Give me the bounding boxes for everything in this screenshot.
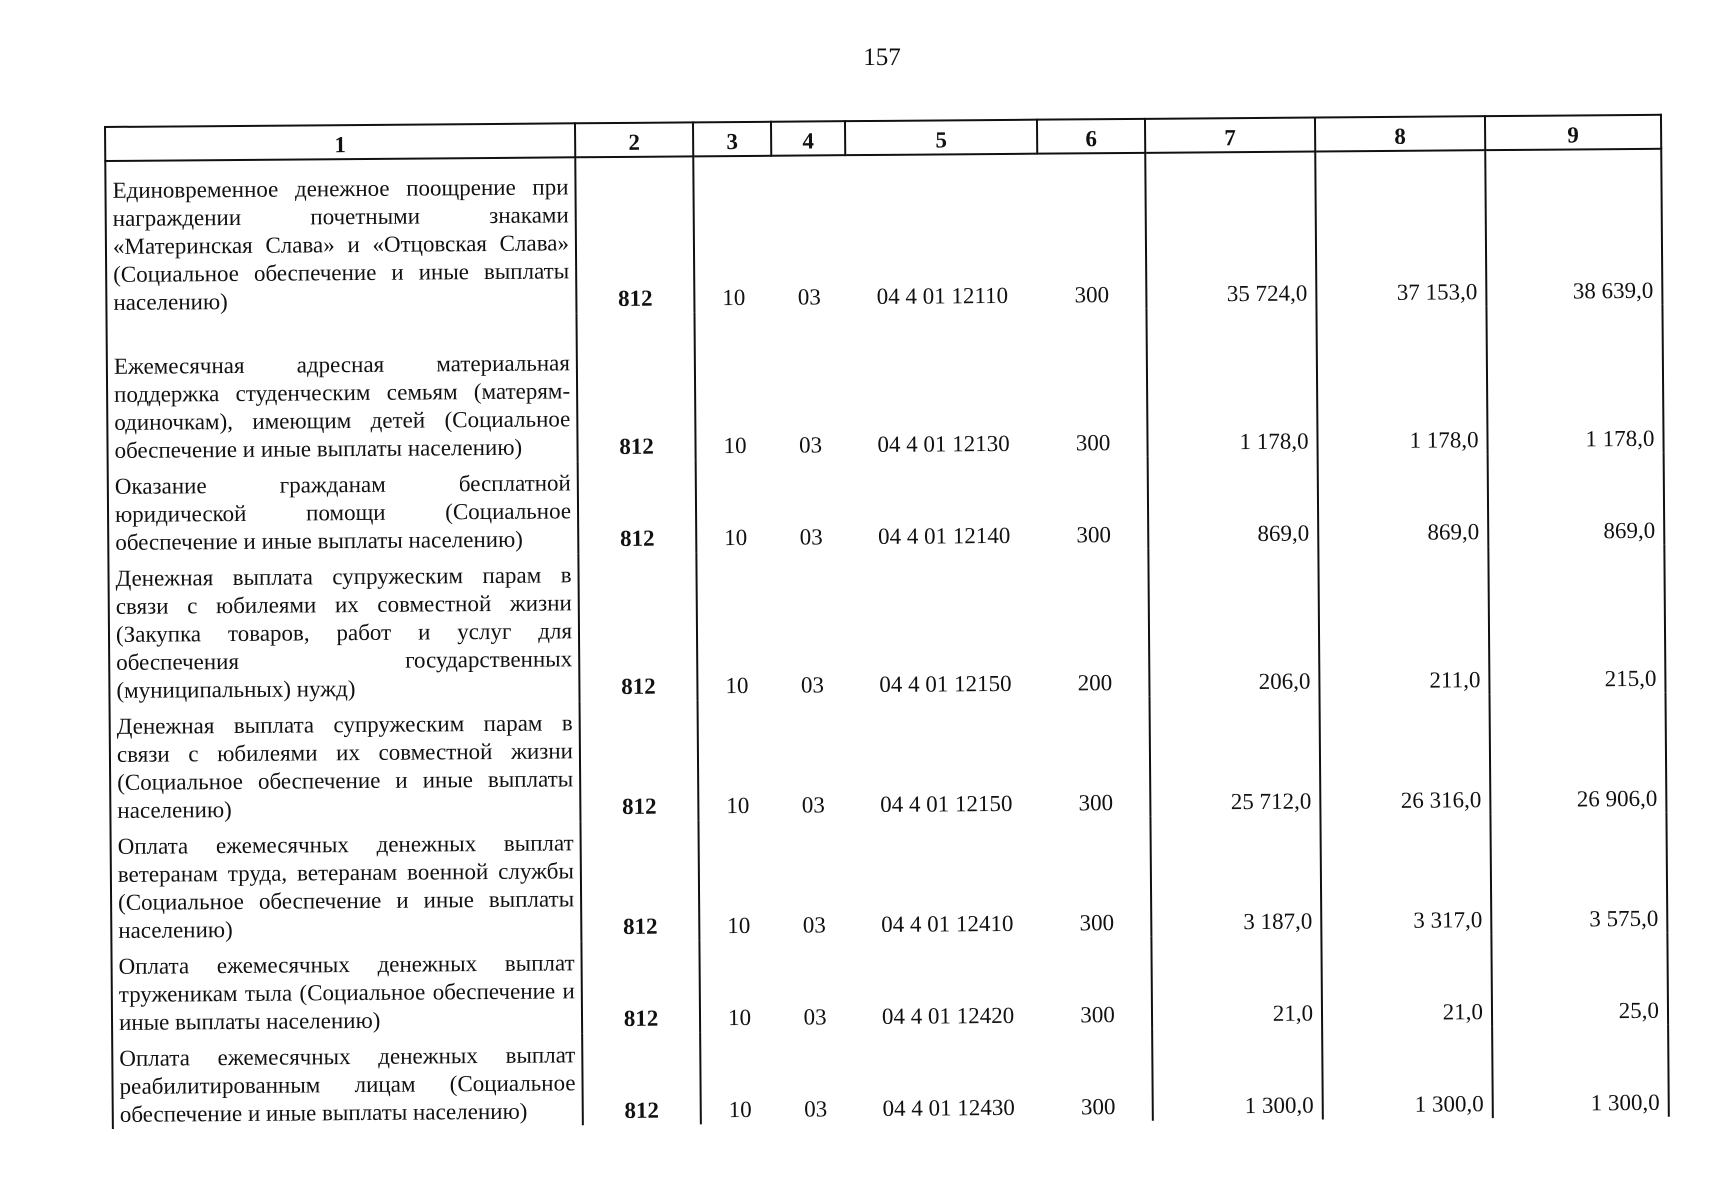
target-code: 04 4 01 12150 [879, 670, 1012, 697]
subsection-code: 03 [800, 672, 825, 698]
amount-year3: 215,0 [1488, 545, 1665, 694]
target-code: 04 4 01 12420 [881, 1002, 1015, 1029]
admin-code: 812 [578, 460, 697, 553]
column-header: 4 [771, 121, 845, 156]
page-number: 157 [863, 44, 901, 71]
section-code: 10 [698, 820, 777, 941]
expense-type-code: 200 [1077, 670, 1113, 696]
column-header: 1 [105, 123, 575, 161]
admin-code: 812 [581, 940, 700, 1033]
admin-code: 812 [580, 820, 699, 941]
amount-year2: 1 178,0 [1316, 306, 1487, 455]
budget-table [104, 114, 1670, 1129]
target-code: 04 4 01 12430 [882, 1094, 1015, 1121]
subsection-code: 03 [798, 432, 823, 458]
amount-year3: 1 300,0 [1492, 1025, 1669, 1118]
amount-year2: 21,0 [1321, 934, 1492, 1027]
subsection-code: 03 [801, 792, 825, 818]
amount-year1: 1 300,0 [1152, 1027, 1323, 1120]
amount-year1: 35 724,0 [1145, 151, 1316, 308]
amount-year3: 1 178,0 [1486, 305, 1663, 454]
row-description: Оплата ежемесячных денежных выплат труженикам тыла (Социальное обеспечение и иные выплаты населению) [111, 941, 582, 1037]
table-row [111, 933, 1668, 1037]
amount-year2: 1 300,0 [1322, 1026, 1493, 1119]
row-description: Ежемесячная адресная материальная поддержка студенческим семьям (матерям-одиночкам), имеющим детей (Социальное обеспечение и иные выплаты населению) [107, 313, 578, 465]
column-header: 5 [845, 120, 1037, 156]
expense-type-code: 300 [1080, 1094, 1116, 1120]
expense-type-code: 300 [1076, 522, 1112, 548]
target-code: 04 4 01 12150 [880, 790, 1013, 817]
amount-year1: 21,0 [1151, 935, 1322, 1028]
admin-code: 812 [580, 700, 699, 821]
section-code: 10 [698, 700, 777, 821]
row-description: Денежная выплата супружеским парам в связи с юбилеями их совместной жизни (Социальное обеспечение и иные выплаты населению) [110, 701, 581, 825]
amount-year2: 869,0 [1318, 454, 1489, 547]
column-header: 6 [1037, 119, 1145, 154]
column-header: 8 [1315, 116, 1485, 151]
amount-year3: 25,0 [1491, 933, 1668, 1026]
section-code: 10 [694, 312, 773, 461]
target-code: 04 4 01 12130 [877, 430, 1010, 457]
expense-type-code: 300 [1080, 1002, 1115, 1028]
amount-year1: 869,0 [1148, 455, 1319, 548]
column-header: 9 [1485, 115, 1661, 150]
table-row [110, 813, 1667, 945]
expense-type-code: 300 [1074, 282, 1110, 308]
section-code: 10 [696, 460, 775, 553]
amount-year2: 37 153,0 [1315, 150, 1486, 307]
amount-year1: 3 187,0 [1150, 815, 1321, 936]
section-code: 10 [693, 156, 772, 313]
admin-code: 812 [582, 1032, 701, 1125]
amount-year2: 26 316,0 [1320, 694, 1491, 815]
amount-year1: 206,0 [1148, 547, 1319, 696]
amount-year2: 211,0 [1318, 546, 1489, 695]
admin-code: 812 [578, 552, 697, 701]
subsection-code: 03 [804, 1096, 828, 1122]
table-row [108, 545, 1665, 705]
amount-year2: 3 317,0 [1320, 814, 1491, 935]
section-code: 10 [699, 940, 778, 1033]
amount-year3: 26 906,0 [1490, 693, 1667, 814]
target-code: 04 4 01 12140 [878, 522, 1011, 549]
expense-type-code: 300 [1075, 430, 1111, 456]
amount-year3: 38 639,0 [1485, 149, 1662, 306]
column-header: 2 [575, 122, 693, 157]
table-row [107, 305, 1664, 465]
column-header: 3 [693, 122, 771, 157]
table-row [108, 453, 1665, 557]
row-description: Денежная выплата супружеским парам в связи с юбилеями их совместной жизни (Закупка товаров, работ и услуг для обеспечения государственных (муниципальных) нужд) [108, 553, 579, 705]
subsection-code: 03 [803, 1004, 827, 1030]
amount-year1: 1 178,0 [1146, 307, 1317, 456]
subsection-code: 03 [802, 912, 826, 938]
amount-year3: 869,0 [1488, 453, 1665, 546]
section-code: 10 [700, 1032, 779, 1125]
row-description: Единовременное денежное поощрение при награждении почетными знаками «Материнская Слава» и «Отцовская Слава» (Социальное обеспечение и иные выплаты населению) [105, 157, 576, 317]
row-description: Оплата ежемесячных денежных выплат реабилитированным лицам (Социальное обеспечение и иные выплаты населению) [112, 1033, 583, 1129]
target-code: 04 4 01 12410 [881, 910, 1014, 937]
subsection-code: 03 [797, 284, 821, 310]
row-description: Оказание гражданам бесплатной юридической помощи (Социальное обеспечение и иные выплаты населению) [108, 461, 579, 557]
amount-year1: 25 712,0 [1150, 695, 1321, 816]
expense-type-code: 300 [1078, 790, 1114, 816]
admin-code: 812 [576, 312, 695, 461]
section-code: 10 [696, 552, 775, 701]
amount-year3: 3 575,0 [1490, 813, 1667, 934]
column-header: 7 [1145, 117, 1315, 152]
subsection-code: 03 [799, 524, 823, 550]
admin-code: 812 [575, 156, 694, 313]
table-row [112, 1025, 1669, 1129]
target-code: 04 4 01 12110 [876, 282, 1009, 309]
table-row [110, 693, 1667, 825]
row-description: Оплата ежемесячных денежных выплат ветеранам труда, ветеранам военной службы (Социальное обеспечение и иные выплаты населению) [110, 821, 581, 945]
table-row [105, 149, 1662, 317]
expense-type-code: 300 [1079, 910, 1115, 936]
